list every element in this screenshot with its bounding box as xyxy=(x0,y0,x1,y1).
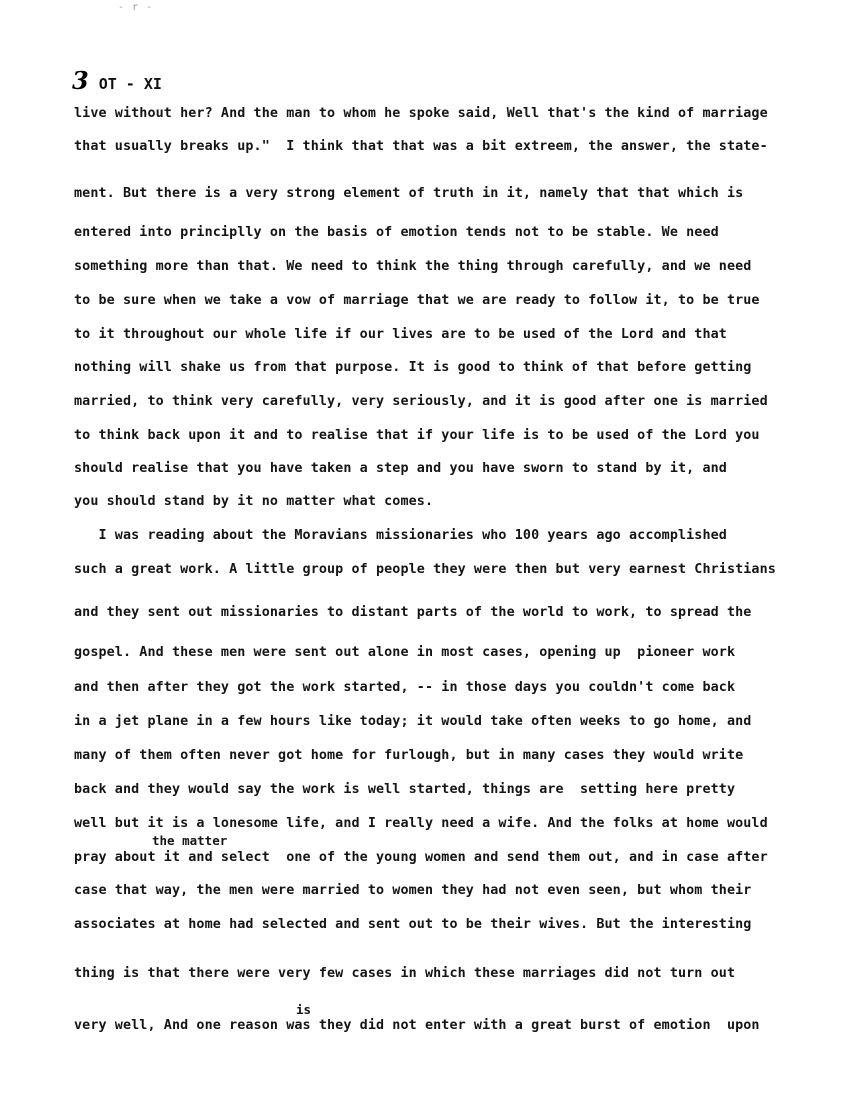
text-line: associates at home had selected and sent out to be their wives. But the interesting xyxy=(74,917,752,932)
text-line: to it throughout our whole life if our lives are to be used of the Lord and that xyxy=(74,327,727,342)
section-label: OT - XI xyxy=(98,75,162,93)
text-line: should realise that you have taken a step and you have sworn to stand by it, and xyxy=(74,461,727,476)
text-line: that usually breaks up." I think that that was a bit extreem, the answer, the state- xyxy=(74,139,768,154)
text-line: very well, And one reason was they did not enter with a great burst of emotion upon xyxy=(74,1018,760,1033)
text-line: gospel. And these men were sent out alone in most cases, opening up pioneer work xyxy=(74,645,736,660)
handwritten-page-number: 3 xyxy=(72,66,89,95)
text-line: pray about it and select one of the young women and send them out, and in case after xyxy=(74,850,768,865)
text-line: ment. But there is a very strong element of truth in it, namely that that which is xyxy=(74,186,744,201)
text-line: entered into principlly on the basis of emotion tends not to be stable. We need xyxy=(74,225,719,240)
text-line: live without her? And the man to whom he spoke said, Well that's the kind of marriage xyxy=(74,106,768,121)
text-line: case that way, the men were married to women they had not even seen, but whom their xyxy=(74,883,752,898)
text-line: back and they would say the work is well started, things are setting here pretty xyxy=(74,782,736,797)
text-line: something more than that. We need to think the thing through carefully, and we need xyxy=(74,259,752,274)
text-line: many of them often never got home for furlough, but in many cases they would write xyxy=(74,748,744,763)
interlinear-insertion: is xyxy=(296,1002,312,1017)
text-line: to think back upon it and to realise that if your life is to be used of the Lord you xyxy=(74,428,760,443)
text-line: and they sent out missionaries to distant parts of the world to work, to spread the xyxy=(74,605,752,620)
text-line: nothing will shake us from that purpose. It is good to think of that before getting xyxy=(74,360,752,375)
text-line: and then after they got the work started, -- in those days you couldn't come back xyxy=(74,680,736,695)
page-header xyxy=(72,66,162,95)
text-line: such a great work. A little group of people they were then but very earnest Christians xyxy=(74,562,776,577)
interlinear-insertion: the matter xyxy=(152,833,228,848)
text-line: married, to think very carefully, very seriously, and it is good after one is married xyxy=(74,394,768,409)
text-line: well but it is a lonesome life, and I really need a wife. And the folks at home would xyxy=(74,816,768,831)
text-line: to be sure when we take a vow of marriage that we are ready to follow it, to be true xyxy=(74,293,760,308)
text-line: thing is that there were very few cases in which these marriages did not turn out xyxy=(74,966,736,981)
text-line: I was reading about the Moravians missionaries who 100 years ago accomplished xyxy=(74,528,727,543)
page-mark: - r - xyxy=(118,2,154,13)
text-line: in a jet plane in a few hours like today; it would take often weeks to go home, and xyxy=(74,714,752,729)
text-line: you should stand by it no matter what comes. xyxy=(74,494,434,509)
